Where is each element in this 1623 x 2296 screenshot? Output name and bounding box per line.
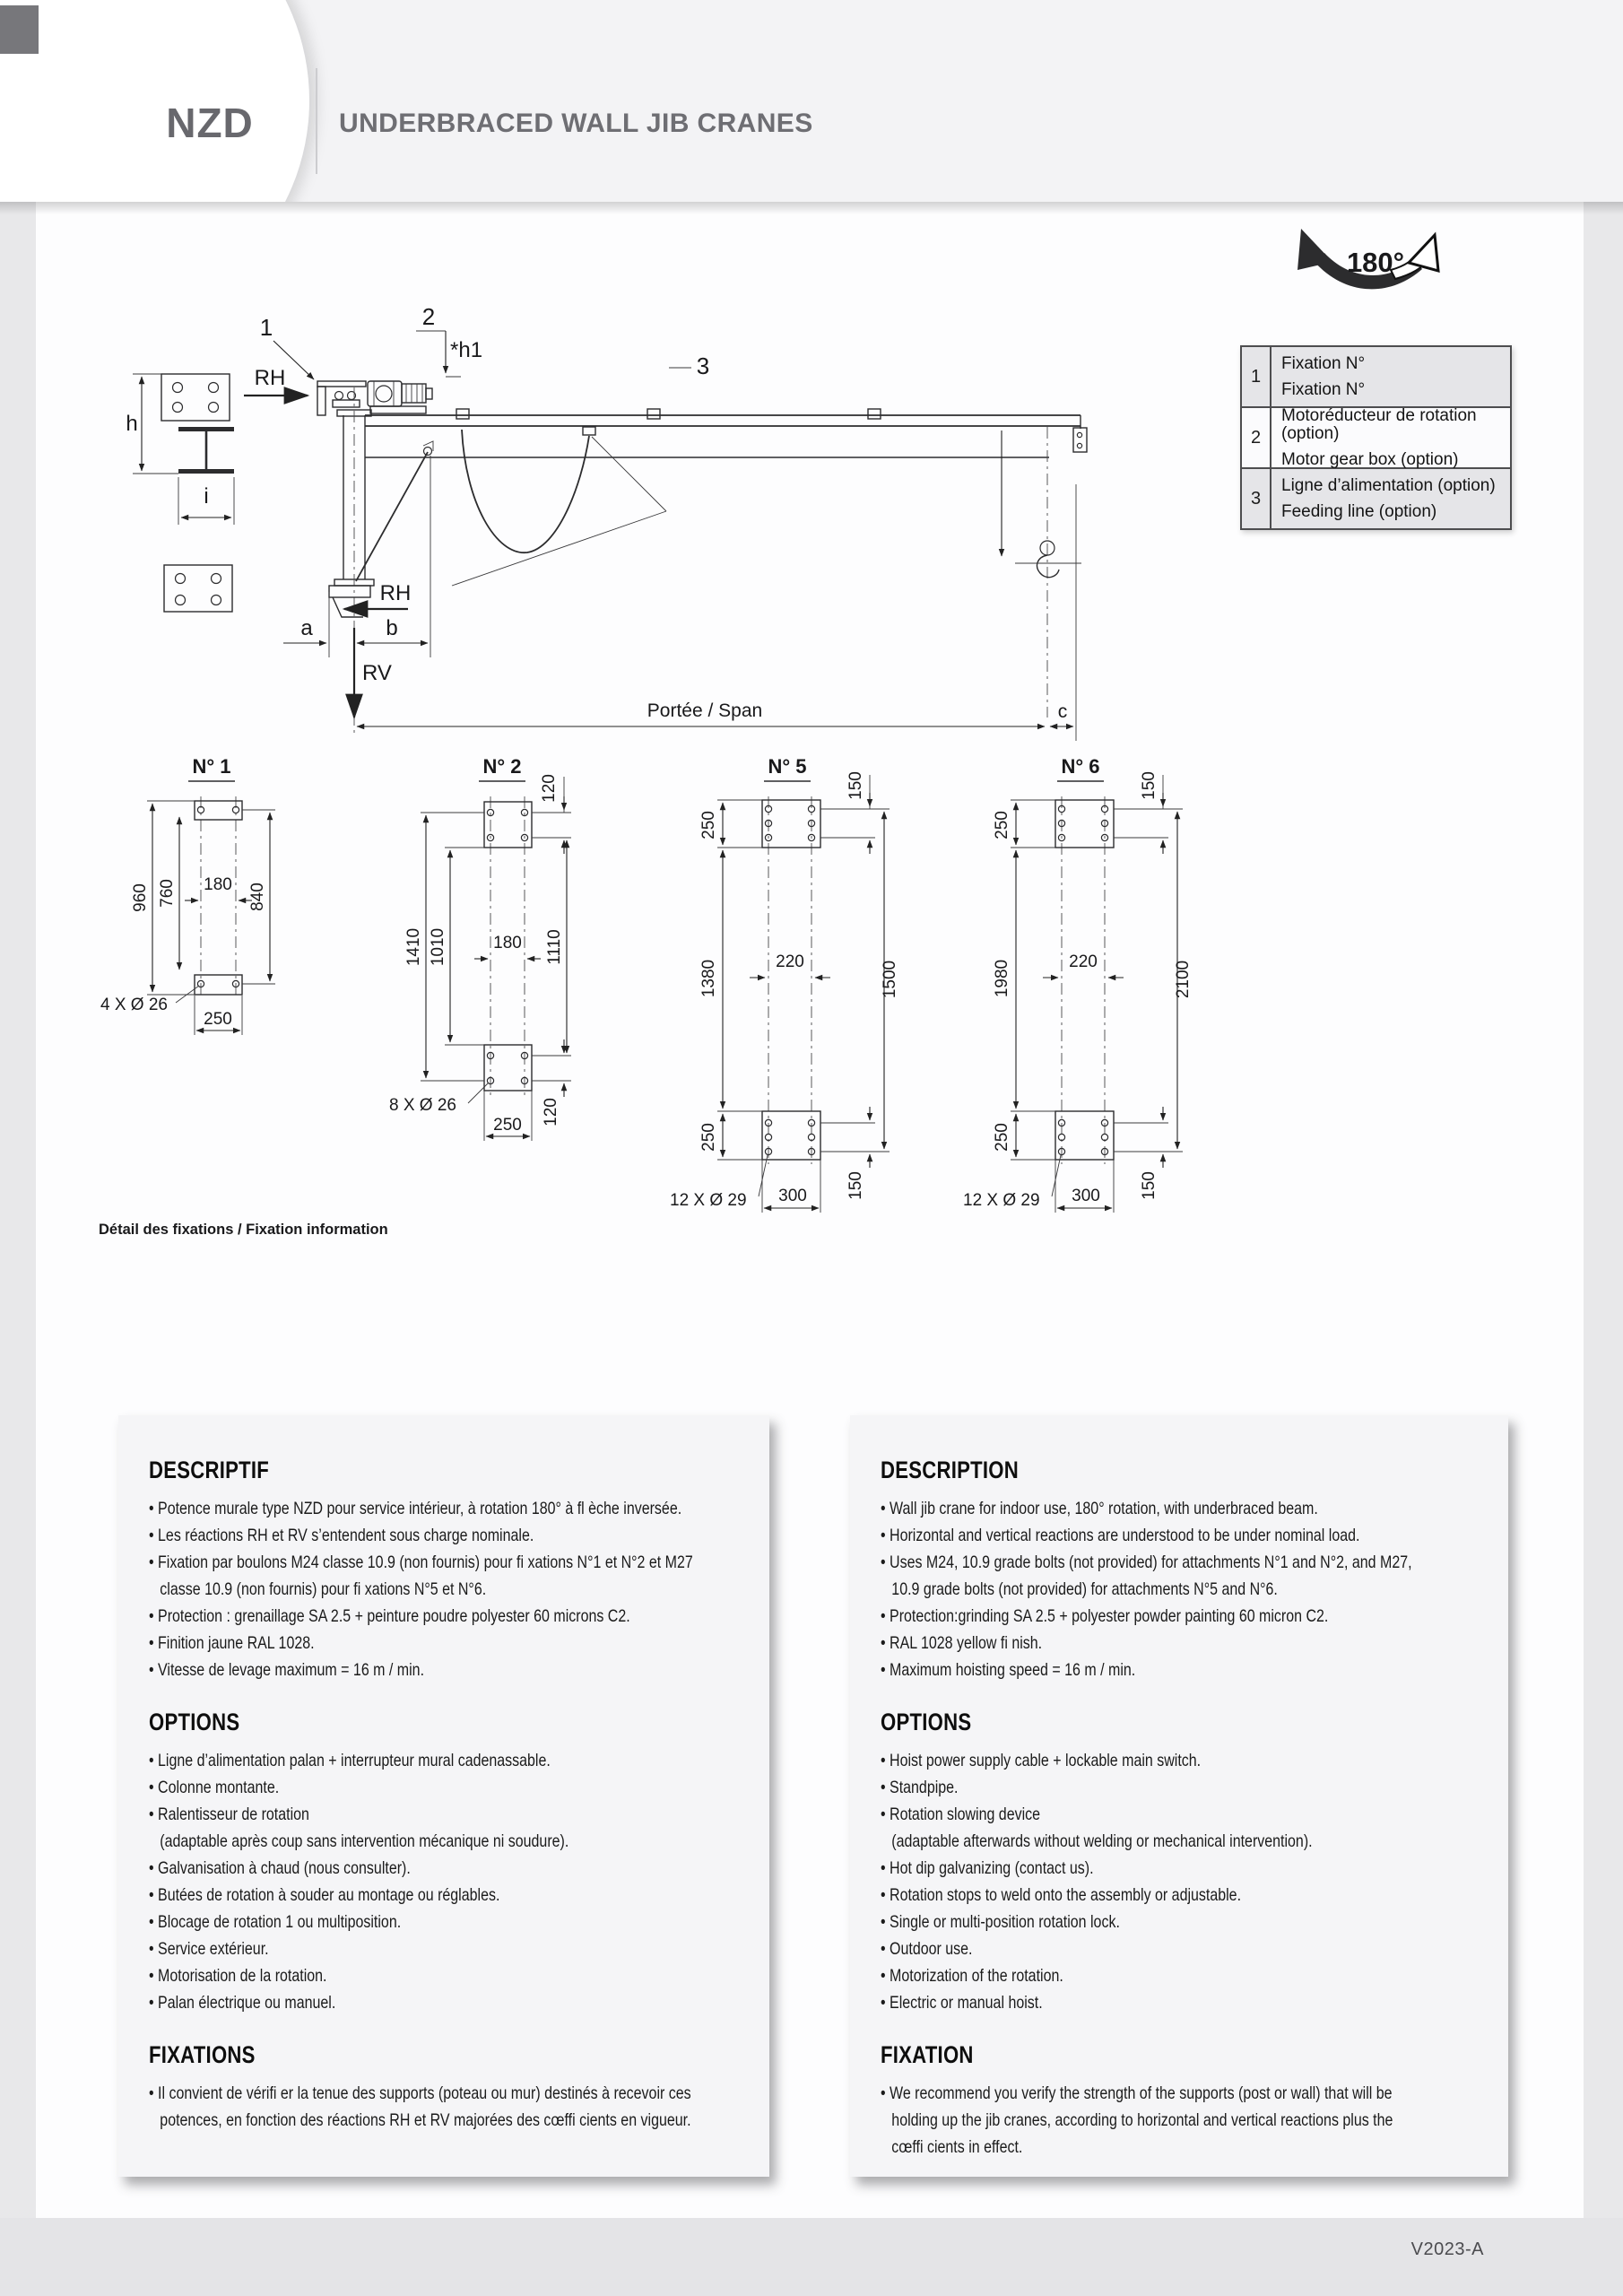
fixation-title: N° 5 [768,755,807,778]
dim-label-h: h [126,412,138,436]
dim-250-tl: 250 [993,811,1011,839]
legend-label-fr: Fixation N° [1281,353,1366,373]
ref-label-1: 1 [259,314,273,341]
bullet-line: • Galvanisation à chaud (nous consulter). [149,1858,411,1878]
dim-120-top: 120 [540,774,559,803]
bottom-pivot [329,586,370,617]
dim-250: 250 [204,1010,232,1029]
section-heading: FIXATIONS [149,2041,256,2068]
dim-1410: 1410 [404,927,423,967]
product-code: NZD [166,100,254,146]
bullet-line: • Maximum hoisting speed = 16 m / min. [881,1660,1136,1680]
hook [1002,427,1081,718]
bullet-line: • Il convient de vérifi er la tenue des supports (poteau ou mur) destinés à recevoir ces [149,2083,691,2103]
dim-220: 220 [776,952,804,971]
legend-label-en: Feeding line (option) [1281,501,1437,521]
dim-label-c: c [1057,701,1068,722]
bullet-line: • Fixation par boulons M24 classe 10.9 (non fournis) pour fi xations N°1 et N°2 et M27 [149,1552,693,1572]
dim-300: 300 [778,1187,807,1205]
dim-250-bl: 250 [993,1123,1011,1152]
bullet-line: 10.9 grade bolts (not provided) for attachments N°5 and N°6. [891,1579,1278,1599]
dim-220: 220 [1069,952,1098,971]
bullet-line: • Outdoor use. [881,1939,973,1959]
dim-150-br: 150 [1140,1171,1159,1200]
description-panel-en [850,1415,1508,2177]
fixation-title: N° 1 [192,755,231,778]
rotation-angle-label: 180° [1346,247,1405,278]
dim-label-rh-bottom: RH [379,581,412,605]
dim-180: 180 [493,934,522,952]
dim-label-rh-top: RH [254,366,286,390]
rotation-180-icon [1298,229,1438,289]
bullet-line: holding up the jib cranes, according to horizontal and vertical reactions plus the [891,2110,1393,2130]
bullet-line: • Rotation slowing device [881,1805,1041,1824]
ref-label-3: 3 [696,352,710,379]
dim-760: 760 [158,879,177,908]
bullet-line: classe 10.9 (non fournis) pour fi xations N°5 et N°6. [160,1579,487,1599]
fixation-detail-n5 [670,755,899,1213]
section-heading: DESCRIPTIF [149,1457,270,1483]
bullet-line: • Single or multi-position rotation lock. [881,1912,1120,1932]
page-title: UNDERBRACED WALL JIB CRANES [339,109,813,138]
bullet-line: • Horizontal and vertical reactions are understood to be under nominal load. [881,1526,1360,1545]
bullet-line: • We recommend you verify the strength of the supports (post or wall) that will be [881,2083,1393,2103]
dim-label-i: i [204,484,209,509]
bolt-spec: 12 X Ø 29 [963,1191,1040,1210]
bullet-line: • Motorization of the rotation. [881,1966,1063,1986]
bullet-line: • Protection : grenaillage SA 2.5 + peinture poudre polyester 60 microns C2. [149,1606,630,1626]
bullet-line: cœffi cients in effect. [891,2137,1023,2157]
motor-gearbox [368,381,432,413]
ibeam-top-flange [178,427,234,431]
dim-1110: 1110 [545,929,564,965]
legend-label-fr: Ligne d’alimentation (option) [1281,475,1496,495]
dim-150-tr: 150 [1140,771,1159,800]
legend-label-en: Fixation N° [1281,379,1366,399]
section-heading: OPTIONS [881,1709,972,1735]
bullet-line: potences, en fonction des réactions RH et RV majorées des cœffi cients en vigueur. [160,2110,691,2130]
legend-ref-number: 1 [1242,347,1271,406]
dim-150-tr: 150 [846,771,865,800]
legend-ref-number: 2 [1242,408,1271,467]
fixation-detail-n1 [100,755,275,1035]
wall-plate-bottom [164,565,232,612]
dim-120-bottom: 120 [542,1098,560,1126]
fixation-title: N° 2 [482,755,522,778]
dim-1380: 1380 [699,959,718,998]
bullet-line: • Uses M24, 10.9 grade bolts (not provided) for attachments N°1 and N°2, and M27, [881,1552,1412,1572]
bullet-line: • Ralentisseur de rotation [149,1805,309,1824]
wall-plate-top [161,374,230,421]
version-label: V2023-A [1410,2239,1484,2259]
dim-250-tl: 250 [699,811,718,839]
underbrace-diagonal [356,452,428,581]
dim-840: 840 [248,883,267,911]
dim-1500: 1500 [881,960,899,999]
section-heading: DESCRIPTION [881,1457,1020,1483]
bullet-line: • Palan électrique ou manuel. [149,1993,336,2013]
bolt-spec: 4 X Ø 26 [100,996,168,1014]
bullet-line: • RAL 1028 yellow fi nish. [881,1633,1043,1653]
bullet-line: • Butées de rotation à souder au montage ou réglables. [149,1885,500,1905]
jib-beam [365,409,1087,457]
dim-180: 180 [204,875,232,894]
dim-250-bl: 250 [699,1123,718,1152]
bullet-line: (adaptable après coup sans intervention mécanique ni soudure). [160,1831,569,1851]
festoon-cable [452,427,666,586]
dim-label-a: a [300,616,313,640]
fixation-title: N° 6 [1061,755,1100,778]
dim-150-br: 150 [846,1171,865,1200]
ref-label-2: 2 [421,303,436,330]
section-heading: FIXATION [881,2041,974,2068]
bullet-line: • Finition jaune RAL 1028. [149,1633,315,1653]
bolt-spec: 8 X Ø 26 [389,1096,456,1115]
dim-label-b: b [386,616,398,640]
fixation-detail-n6 [963,755,1193,1213]
bullet-line: • Rotation stops to weld onto the assembly or adjustable. [881,1885,1242,1905]
section-heading: OPTIONS [149,1709,240,1735]
bullet-line: • Potence murale type NZD pour service intérieur, à rotation 180° à fl èche inversée. [149,1499,682,1518]
bullet-line: • Hot dip galvanizing (contact us). [881,1858,1094,1878]
fixation-detail-n2 [389,755,571,1141]
page-footer [0,2218,1623,2296]
bullet-line: • Standpipe. [881,1778,959,1797]
bullet-line: (adaptable afterwards without welding or mechanical intervention). [891,1831,1313,1851]
dim-label-h1: *h1 [450,338,483,362]
dim-1980: 1980 [993,959,1011,998]
bullet-line: • Vitesse de levage maximum = 16 m / min. [149,1660,425,1680]
legend-label-en: Motor gear box (option) [1281,449,1459,469]
bullet-line: • Protection:grinding SA 2.5 + polyester powder painting 60 micron C2. [881,1606,1329,1626]
descriptif-panel-fr [118,1415,769,2177]
bullet-line: • Wall jib crane for indoor use, 180° rotation, with underbraced beam. [881,1499,1318,1518]
crane-side-view [126,303,1087,741]
bolt-spec: 12 X Ø 29 [670,1191,747,1210]
legend-label-fr: Motoréducteur de rotation (option) [1281,405,1477,443]
bullet-line: • Ligne d’alimentation palan + interrupteur mural cadenassable. [149,1751,551,1770]
dim-label-rv: RV [362,661,392,685]
bullet-line: • Les réactions RH et RV s’entendent sous charge nominale. [149,1526,534,1545]
bullet-line: • Motorisation de la rotation. [149,1966,327,1986]
ibeam-bottom-flange [178,469,234,474]
dim-250: 250 [493,1116,522,1135]
dim-label-span: Portée / Span [647,700,763,721]
bullet-line: • Hoist power supply cable + lockable main switch. [881,1751,1202,1770]
dim-2100: 2100 [1174,960,1193,999]
bullet-line: • Service extérieur. [149,1939,269,1959]
dim-960: 960 [131,883,150,912]
bullet-line: • Electric or manual hoist. [881,1993,1043,2013]
bullet-line: • Colonne montante. [149,1778,280,1797]
legend-ref-number: 3 [1242,469,1271,528]
bullet-line: • Blocage de rotation 1 ou multiposition. [149,1912,402,1932]
dim-300: 300 [1072,1187,1100,1205]
dim-1010: 1010 [429,927,447,967]
fixation-caption: Détail des fixations / Fixation information [99,1222,388,1238]
